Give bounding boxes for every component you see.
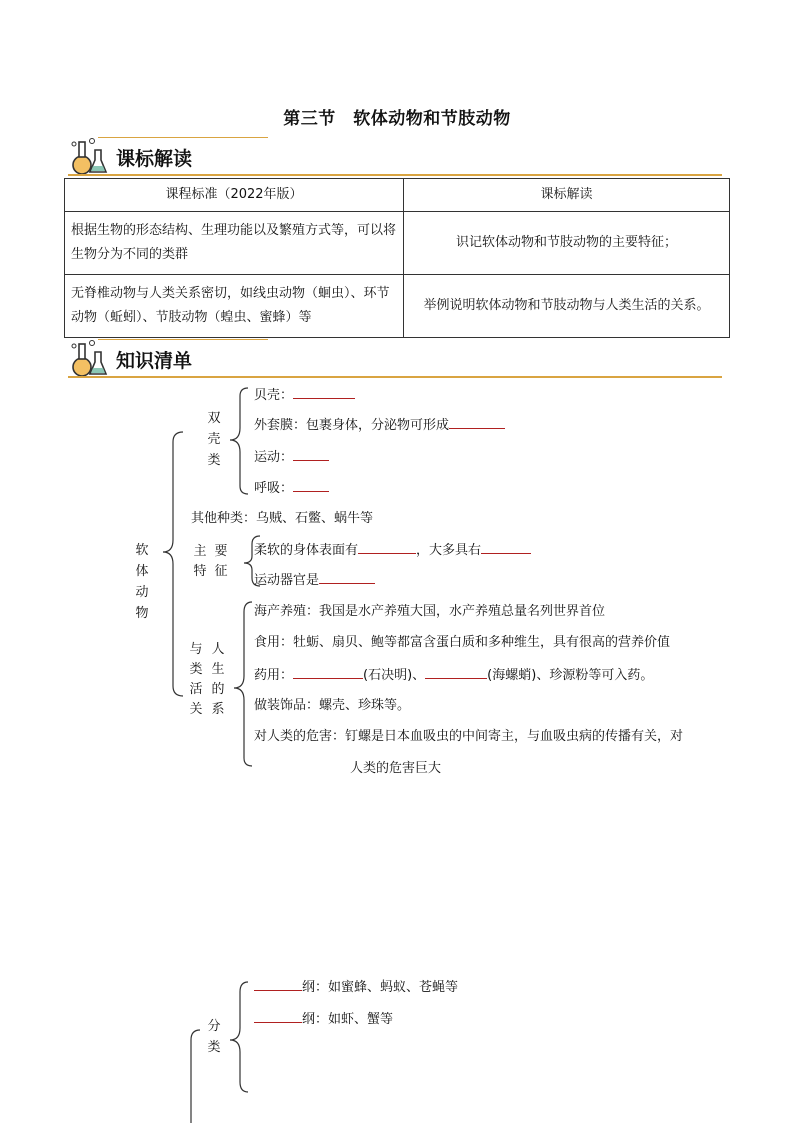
relation-item-food: 食用：牡蛎、扇贝、鲍等都富含蛋白质和多种维生，具有很高的营养价值 (254, 635, 671, 650)
other-species: 其他种类：乌贼、石鳖、蜗牛等 (191, 511, 374, 526)
item-text: (石决明)、 (363, 668, 426, 683)
relation-label-col1 (188, 640, 204, 720)
item-text: 运动器官是 (254, 573, 320, 588)
item-text: 运动： (254, 450, 294, 465)
item-text: 外套膜：包裹身体，分泌物可形成 (254, 418, 450, 433)
item-text: 纲：如虾、蟹等 (302, 1012, 394, 1027)
item-text: 柔软的身体表面有 (254, 543, 359, 558)
bivalve-item-movement (254, 448, 329, 467)
feature-item-organ (254, 571, 375, 590)
root-label-text: 软体动物 (135, 543, 149, 621)
table-header-cell: 课标解读 (404, 179, 730, 212)
feature-item-body (254, 541, 531, 560)
arthropod-class-insect (254, 978, 458, 997)
answer-blank[interactable] (358, 541, 416, 554)
item-text: (海螺蛸)、珍源粉等可入药。 (487, 668, 654, 683)
table-cell: 根据生物的形态结构、生理功能以及繁殖方式等，可以将生物分为不同的类群 (65, 212, 404, 275)
section-heading-label: 知识清单 (116, 350, 193, 372)
features-label-col1 (192, 542, 208, 582)
relation-item-harm: 对人类的危害：钉螺是日本血吸虫的中间寄主，与血吸虫病的传播有关，对 (254, 729, 684, 744)
table-cell: 识记软体动物和节肢动物的主要特征； (404, 212, 730, 275)
table-cell: 举例说明软体动物和节肢动物与人类生活的关系。 (404, 275, 730, 338)
bivalve-item-respiration (254, 479, 329, 498)
label-text: 人生的系 (211, 642, 225, 717)
relation-item-medicine (254, 666, 653, 685)
label-text: 要征 (214, 544, 228, 579)
item-text: 呼吸： (254, 481, 294, 496)
mollusk-root-label (134, 540, 150, 624)
section-heading-label: 课标解读 (116, 148, 193, 170)
section-heading-standards (68, 136, 722, 176)
relation-label-col2 (210, 640, 226, 720)
table-row (65, 275, 730, 338)
bivalve-item-mantle (254, 416, 505, 435)
item-text: ，大多具右 (416, 543, 482, 558)
answer-blank[interactable] (254, 1010, 302, 1023)
label-text: 与类活关 (189, 642, 203, 717)
relation-item-harm-cont: 人类的危害巨大 (350, 761, 442, 776)
page-title: 第三节 软体动物和节肢动物 (283, 109, 511, 129)
bivalve-item-shell (254, 386, 355, 405)
relation-item-aquaculture: 海产养殖：我国是水产养殖大国，水产养殖总量名列世界首位 (254, 604, 606, 619)
item-text: 药用： (254, 668, 294, 683)
bivalve-label (206, 408, 222, 471)
table-header-cell: 课程标准（2022年版） (65, 179, 404, 212)
relation-item-decoration: 做装饰品：螺壳、珍珠等。 (254, 698, 411, 713)
bivalve-label-text: 双壳类 (207, 411, 221, 468)
table-row (65, 212, 730, 275)
answer-blank[interactable] (449, 416, 505, 429)
answer-blank[interactable] (254, 978, 302, 991)
answer-blank[interactable] (319, 571, 375, 584)
arthropod-classify-label (206, 1016, 222, 1058)
answer-blank[interactable] (481, 541, 531, 554)
answer-blank[interactable] (293, 386, 355, 399)
label-text: 分类 (207, 1019, 221, 1055)
label-text: 主特 (193, 544, 207, 579)
lab-flask-icon (68, 136, 110, 176)
lab-flask-icon (68, 338, 110, 378)
section-heading-knowledge (68, 338, 722, 378)
answer-blank[interactable] (293, 479, 329, 492)
item-text: 纲：如蜜蜂、蚂蚁、苍蝇等 (302, 980, 459, 995)
arthropod-class-crustacean (254, 1010, 393, 1029)
standards-table (64, 178, 730, 338)
table-cell: 无脊椎动物与人类关系密切，如线虫动物（蛔虫）、环节动物（蚯蚓）、节肢动物（蝗虫、蜜蜂）等 (65, 275, 404, 338)
item-text: 贝壳： (254, 388, 294, 403)
answer-blank[interactable] (293, 666, 363, 679)
answer-blank[interactable] (425, 666, 487, 679)
features-label-col2 (213, 542, 229, 582)
table-header-row (65, 179, 730, 212)
answer-blank[interactable] (293, 448, 329, 461)
